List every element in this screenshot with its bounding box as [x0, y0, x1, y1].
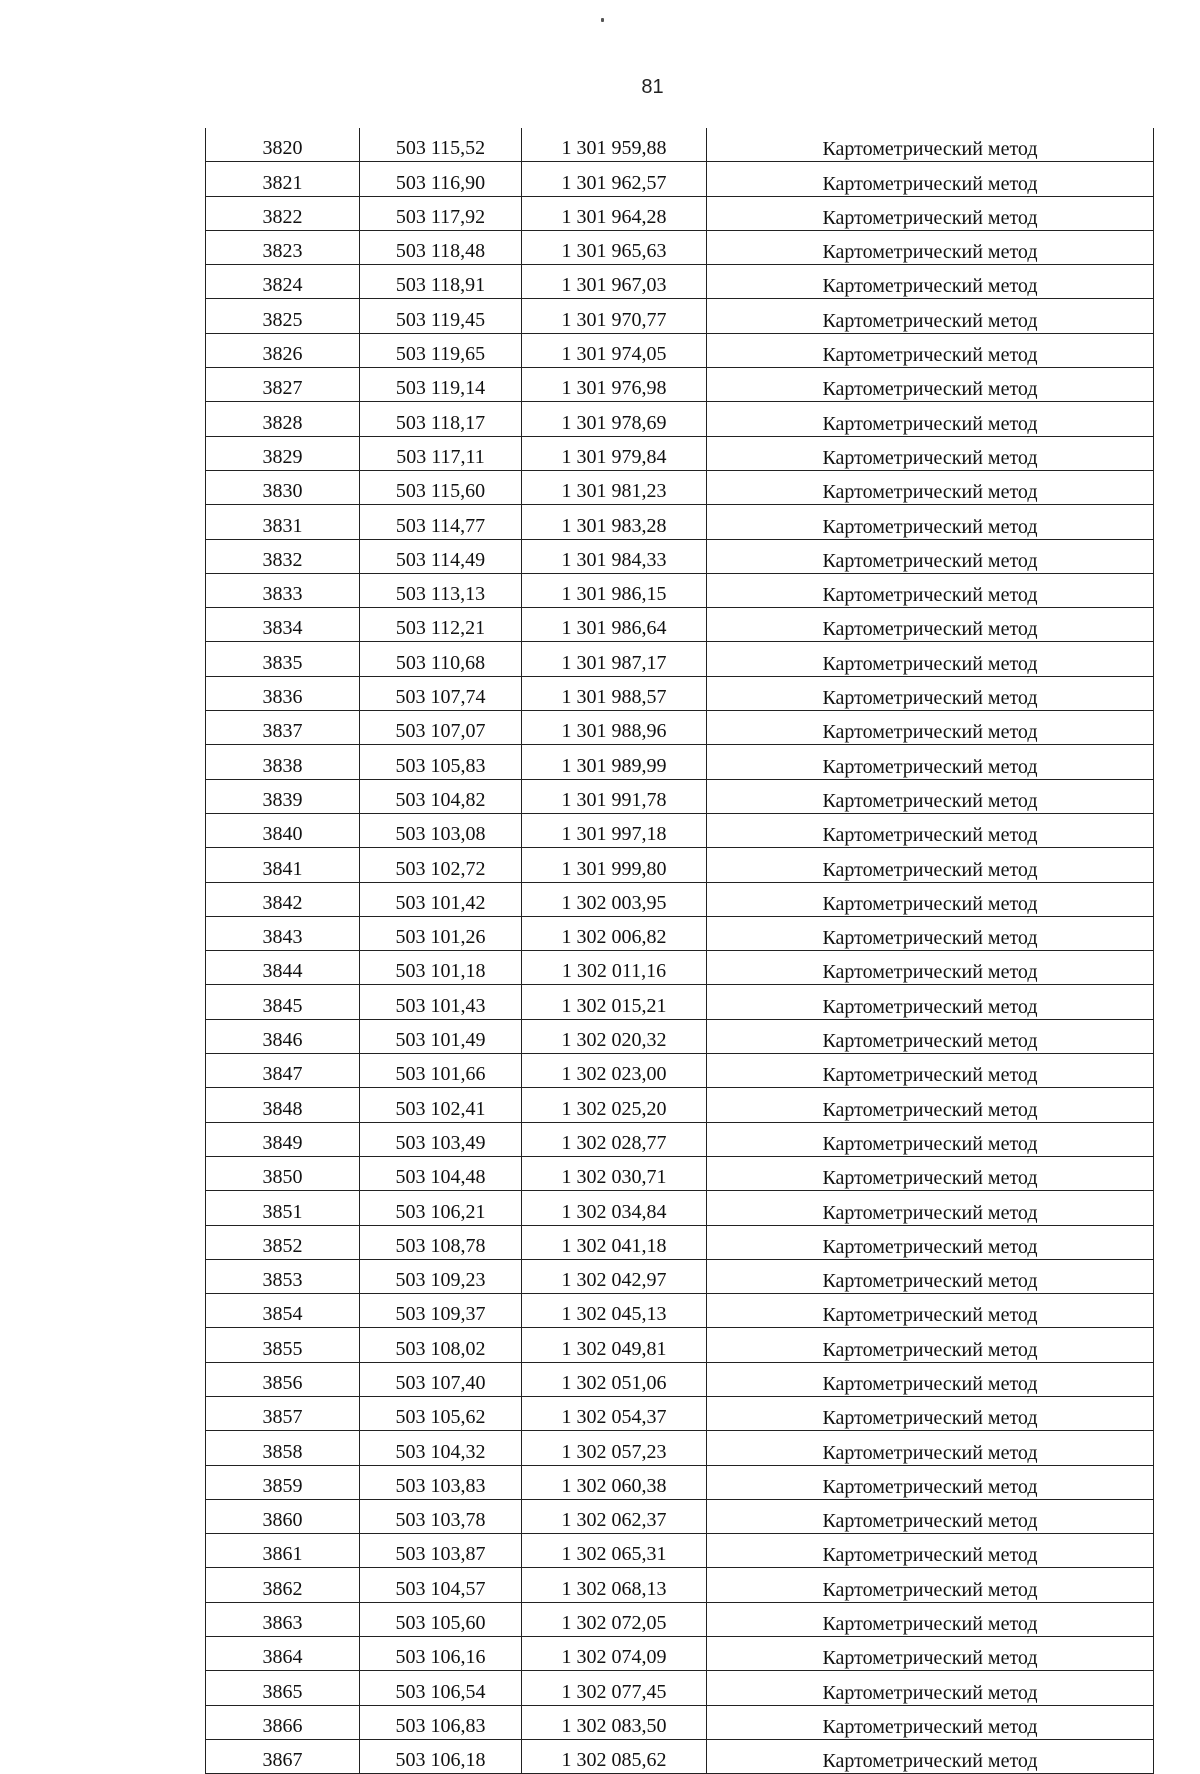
point-number-cell: 3827 — [206, 368, 360, 402]
method-cell: Картометрический метод — [707, 1362, 1154, 1396]
point-number-cell: 3850 — [206, 1156, 360, 1190]
x-coordinate-cell: 503 119,65 — [360, 333, 522, 367]
y-coordinate-cell: 1 302 074,09 — [522, 1637, 707, 1671]
table-row — [206, 162, 1154, 196]
point-number-cell: 3825 — [206, 299, 360, 333]
method-cell: Картометрический метод — [707, 1328, 1154, 1362]
point-number-cell: 3826 — [206, 333, 360, 367]
x-coordinate-cell: 503 116,90 — [360, 162, 522, 196]
x-coordinate-cell: 503 101,43 — [360, 985, 522, 1019]
method-cell: Картометрический метод — [707, 1225, 1154, 1259]
y-coordinate-cell: 1 302 060,38 — [522, 1465, 707, 1499]
point-number-cell: 3863 — [206, 1602, 360, 1636]
method-cell: Картометрический метод — [707, 265, 1154, 299]
method-cell: Картометрический метод — [707, 436, 1154, 470]
x-coordinate-cell: 503 101,18 — [360, 951, 522, 985]
point-number-cell: 3839 — [206, 779, 360, 813]
x-coordinate-cell: 503 113,13 — [360, 573, 522, 607]
method-cell: Картометрический метод — [707, 470, 1154, 504]
x-coordinate-cell: 503 101,49 — [360, 1019, 522, 1053]
table-row — [206, 608, 1154, 642]
table-row — [206, 1019, 1154, 1053]
table-row — [206, 1225, 1154, 1259]
x-coordinate-cell: 503 106,83 — [360, 1705, 522, 1739]
table-row — [206, 1294, 1154, 1328]
method-cell: Картометрический метод — [707, 368, 1154, 402]
x-coordinate-cell: 503 117,11 — [360, 436, 522, 470]
point-number-cell: 3834 — [206, 608, 360, 642]
table-row — [206, 848, 1154, 882]
table-row — [206, 1396, 1154, 1430]
table-row — [206, 985, 1154, 1019]
point-number-cell: 3845 — [206, 985, 360, 1019]
y-coordinate-cell: 1 302 054,37 — [522, 1396, 707, 1430]
point-number-cell: 3821 — [206, 162, 360, 196]
point-number-cell: 3851 — [206, 1191, 360, 1225]
method-cell: Картометрический метод — [707, 230, 1154, 264]
point-number-cell: 3860 — [206, 1499, 360, 1533]
y-coordinate-cell: 1 301 981,23 — [522, 470, 707, 504]
x-coordinate-cell: 503 118,48 — [360, 230, 522, 264]
page-number: 81 — [641, 76, 664, 98]
table-row — [206, 470, 1154, 504]
x-coordinate-cell: 503 119,45 — [360, 299, 522, 333]
point-number-cell: 3835 — [206, 642, 360, 676]
table-row — [206, 1122, 1154, 1156]
x-coordinate-cell: 503 103,83 — [360, 1465, 522, 1499]
y-coordinate-cell: 1 302 034,84 — [522, 1191, 707, 1225]
point-number-cell: 3865 — [206, 1671, 360, 1705]
y-coordinate-cell: 1 301 991,78 — [522, 779, 707, 813]
point-number-cell: 3847 — [206, 1054, 360, 1088]
point-number-cell: 3846 — [206, 1019, 360, 1053]
method-cell: Картометрический метод — [707, 299, 1154, 333]
x-coordinate-cell: 503 107,74 — [360, 676, 522, 710]
method-cell: Картометрический метод — [707, 162, 1154, 196]
method-cell: Картометрический метод — [707, 1431, 1154, 1465]
table-row — [206, 1499, 1154, 1533]
x-coordinate-cell: 503 107,40 — [360, 1362, 522, 1396]
method-cell: Картометрический метод — [707, 779, 1154, 813]
method-cell: Картометрический метод — [707, 1499, 1154, 1533]
table-row — [206, 1568, 1154, 1602]
y-coordinate-cell: 1 302 041,18 — [522, 1225, 707, 1259]
method-cell: Картометрический метод — [707, 1294, 1154, 1328]
method-cell: Картометрический метод — [707, 608, 1154, 642]
table-row — [206, 1328, 1154, 1362]
point-number-cell: 3824 — [206, 265, 360, 299]
table-row — [206, 676, 1154, 710]
y-coordinate-cell: 1 301 986,15 — [522, 573, 707, 607]
method-cell: Картометрический метод — [707, 573, 1154, 607]
y-coordinate-cell: 1 301 987,17 — [522, 642, 707, 676]
x-coordinate-cell: 503 101,66 — [360, 1054, 522, 1088]
table-row — [206, 1054, 1154, 1088]
point-number-cell: 3862 — [206, 1568, 360, 1602]
method-cell: Картометрический метод — [707, 642, 1154, 676]
point-number-cell: 3832 — [206, 539, 360, 573]
x-coordinate-cell: 503 115,52 — [360, 128, 522, 162]
y-coordinate-cell: 1 301 970,77 — [522, 299, 707, 333]
point-number-cell: 3838 — [206, 745, 360, 779]
method-cell: Картометрический метод — [707, 1122, 1154, 1156]
y-coordinate-cell: 1 302 011,16 — [522, 951, 707, 985]
table-row — [206, 1602, 1154, 1636]
x-coordinate-cell: 503 110,68 — [360, 642, 522, 676]
y-coordinate-cell: 1 302 077,45 — [522, 1671, 707, 1705]
y-coordinate-cell: 1 302 085,62 — [522, 1739, 707, 1773]
method-cell: Картометрический метод — [707, 848, 1154, 882]
table-row — [206, 402, 1154, 436]
point-number-cell: 3840 — [206, 813, 360, 847]
point-number-cell: 3867 — [206, 1739, 360, 1773]
table-row — [206, 779, 1154, 813]
table-row — [206, 1191, 1154, 1225]
y-coordinate-cell: 1 302 042,97 — [522, 1259, 707, 1293]
table-row — [206, 573, 1154, 607]
y-coordinate-cell: 1 301 989,99 — [522, 745, 707, 779]
table-row — [206, 882, 1154, 916]
y-coordinate-cell: 1 301 983,28 — [522, 505, 707, 539]
method-cell: Картометрический метод — [707, 505, 1154, 539]
method-cell: Картометрический метод — [707, 1259, 1154, 1293]
x-coordinate-cell: 503 106,21 — [360, 1191, 522, 1225]
method-cell: Картометрический метод — [707, 1396, 1154, 1430]
x-coordinate-cell: 503 108,78 — [360, 1225, 522, 1259]
y-coordinate-cell: 1 301 988,96 — [522, 711, 707, 745]
method-cell: Картометрический метод — [707, 1534, 1154, 1568]
table-row — [206, 505, 1154, 539]
scan-speck — [601, 18, 604, 22]
y-coordinate-cell: 1 301 988,57 — [522, 676, 707, 710]
point-number-cell: 3823 — [206, 230, 360, 264]
x-coordinate-cell: 503 103,49 — [360, 1122, 522, 1156]
method-cell: Картометрический метод — [707, 711, 1154, 745]
point-number-cell: 3836 — [206, 676, 360, 710]
table-row — [206, 230, 1154, 264]
point-number-cell: 3859 — [206, 1465, 360, 1499]
method-cell: Картометрический метод — [707, 1191, 1154, 1225]
coordinates-table-body — [206, 128, 1154, 1774]
table-row — [206, 951, 1154, 985]
x-coordinate-cell: 503 103,78 — [360, 1499, 522, 1533]
method-cell: Картометрический метод — [707, 1054, 1154, 1088]
point-number-cell: 3861 — [206, 1534, 360, 1568]
table-row — [206, 1259, 1154, 1293]
x-coordinate-cell: 503 115,60 — [360, 470, 522, 504]
method-cell: Картометрический метод — [707, 1019, 1154, 1053]
method-cell: Картометрический метод — [707, 1705, 1154, 1739]
table-row — [206, 1739, 1154, 1773]
point-number-cell: 3858 — [206, 1431, 360, 1465]
y-coordinate-cell: 1 301 965,63 — [522, 230, 707, 264]
y-coordinate-cell: 1 301 997,18 — [522, 813, 707, 847]
point-number-cell: 3841 — [206, 848, 360, 882]
table-row — [206, 1088, 1154, 1122]
point-number-cell: 3854 — [206, 1294, 360, 1328]
table-row — [206, 368, 1154, 402]
table-row — [206, 265, 1154, 299]
table-row — [206, 333, 1154, 367]
y-coordinate-cell: 1 301 962,57 — [522, 162, 707, 196]
y-coordinate-cell: 1 301 999,80 — [522, 848, 707, 882]
point-number-cell: 3857 — [206, 1396, 360, 1430]
table-row — [206, 745, 1154, 779]
y-coordinate-cell: 1 301 984,33 — [522, 539, 707, 573]
table-row — [206, 1671, 1154, 1705]
y-coordinate-cell: 1 302 083,50 — [522, 1705, 707, 1739]
y-coordinate-cell: 1 302 062,37 — [522, 1499, 707, 1533]
table-row — [206, 1431, 1154, 1465]
y-coordinate-cell: 1 301 974,05 — [522, 333, 707, 367]
point-number-cell: 3822 — [206, 196, 360, 230]
method-cell: Картометрический метод — [707, 1671, 1154, 1705]
y-coordinate-cell: 1 301 959,88 — [522, 128, 707, 162]
method-cell: Картометрический метод — [707, 128, 1154, 162]
point-number-cell: 3837 — [206, 711, 360, 745]
y-coordinate-cell: 1 302 028,77 — [522, 1122, 707, 1156]
x-coordinate-cell: 503 112,21 — [360, 608, 522, 642]
x-coordinate-cell: 503 104,48 — [360, 1156, 522, 1190]
table-row — [206, 539, 1154, 573]
method-cell: Картометрический метод — [707, 1088, 1154, 1122]
y-coordinate-cell: 1 302 065,31 — [522, 1534, 707, 1568]
point-number-cell: 3866 — [206, 1705, 360, 1739]
point-number-cell: 3842 — [206, 882, 360, 916]
table-row — [206, 642, 1154, 676]
y-coordinate-cell: 1 301 964,28 — [522, 196, 707, 230]
x-coordinate-cell: 503 108,02 — [360, 1328, 522, 1362]
table-row — [206, 916, 1154, 950]
method-cell: Картометрический метод — [707, 951, 1154, 985]
y-coordinate-cell: 1 301 986,64 — [522, 608, 707, 642]
x-coordinate-cell: 503 118,17 — [360, 402, 522, 436]
x-coordinate-cell: 503 114,49 — [360, 539, 522, 573]
table-row — [206, 299, 1154, 333]
method-cell: Картометрический метод — [707, 333, 1154, 367]
table-row — [206, 813, 1154, 847]
y-coordinate-cell: 1 302 049,81 — [522, 1328, 707, 1362]
point-number-cell: 3828 — [206, 402, 360, 436]
point-number-cell: 3853 — [206, 1259, 360, 1293]
x-coordinate-cell: 503 105,62 — [360, 1396, 522, 1430]
y-coordinate-cell: 1 302 025,20 — [522, 1088, 707, 1122]
point-number-cell: 3833 — [206, 573, 360, 607]
x-coordinate-cell: 503 119,14 — [360, 368, 522, 402]
table-row — [206, 1362, 1154, 1396]
point-number-cell: 3848 — [206, 1088, 360, 1122]
x-coordinate-cell: 503 102,41 — [360, 1088, 522, 1122]
x-coordinate-cell: 503 117,92 — [360, 196, 522, 230]
x-coordinate-cell: 503 105,83 — [360, 745, 522, 779]
method-cell: Картометрический метод — [707, 1568, 1154, 1602]
method-cell: Картометрический метод — [707, 813, 1154, 847]
method-cell: Картометрический метод — [707, 1465, 1154, 1499]
point-number-cell: 3852 — [206, 1225, 360, 1259]
table-row — [206, 128, 1154, 162]
table-row — [206, 711, 1154, 745]
y-coordinate-cell: 1 302 023,00 — [522, 1054, 707, 1088]
x-coordinate-cell: 503 107,07 — [360, 711, 522, 745]
x-coordinate-cell: 503 102,72 — [360, 848, 522, 882]
x-coordinate-cell: 503 104,82 — [360, 779, 522, 813]
method-cell: Картометрический метод — [707, 196, 1154, 230]
method-cell: Картометрический метод — [707, 402, 1154, 436]
point-number-cell: 3855 — [206, 1328, 360, 1362]
x-coordinate-cell: 503 109,23 — [360, 1259, 522, 1293]
method-cell: Картометрический метод — [707, 1156, 1154, 1190]
x-coordinate-cell: 503 101,26 — [360, 916, 522, 950]
method-cell: Картометрический метод — [707, 745, 1154, 779]
table-row — [206, 1637, 1154, 1671]
point-number-cell: 3849 — [206, 1122, 360, 1156]
method-cell: Картометрический метод — [707, 1739, 1154, 1773]
table-row — [206, 1465, 1154, 1499]
x-coordinate-cell: 503 103,87 — [360, 1534, 522, 1568]
y-coordinate-cell: 1 301 979,84 — [522, 436, 707, 470]
point-number-cell: 3829 — [206, 436, 360, 470]
point-number-cell: 3831 — [206, 505, 360, 539]
point-number-cell: 3844 — [206, 951, 360, 985]
y-coordinate-cell: 1 302 068,13 — [522, 1568, 707, 1602]
method-cell: Картометрический метод — [707, 985, 1154, 1019]
x-coordinate-cell: 503 101,42 — [360, 882, 522, 916]
method-cell: Картометрический метод — [707, 539, 1154, 573]
x-coordinate-cell: 503 118,91 — [360, 265, 522, 299]
table-row — [206, 1705, 1154, 1739]
y-coordinate-cell: 1 302 051,06 — [522, 1362, 707, 1396]
point-number-cell: 3820 — [206, 128, 360, 162]
method-cell: Картометрический метод — [707, 676, 1154, 710]
method-cell: Картометрический метод — [707, 1637, 1154, 1671]
x-coordinate-cell: 503 114,77 — [360, 505, 522, 539]
y-coordinate-cell: 1 302 030,71 — [522, 1156, 707, 1190]
y-coordinate-cell: 1 302 015,21 — [522, 985, 707, 1019]
y-coordinate-cell: 1 302 057,23 — [522, 1431, 707, 1465]
x-coordinate-cell: 503 106,54 — [360, 1671, 522, 1705]
x-coordinate-cell: 503 109,37 — [360, 1294, 522, 1328]
y-coordinate-cell: 1 301 967,03 — [522, 265, 707, 299]
y-coordinate-cell: 1 301 976,98 — [522, 368, 707, 402]
y-coordinate-cell: 1 302 006,82 — [522, 916, 707, 950]
point-number-cell: 3830 — [206, 470, 360, 504]
table-row — [206, 436, 1154, 470]
point-number-cell: 3856 — [206, 1362, 360, 1396]
x-coordinate-cell: 503 105,60 — [360, 1602, 522, 1636]
table-row — [206, 196, 1154, 230]
y-coordinate-cell: 1 301 978,69 — [522, 402, 707, 436]
y-coordinate-cell: 1 302 045,13 — [522, 1294, 707, 1328]
method-cell: Картометрический метод — [707, 882, 1154, 916]
point-number-cell: 3843 — [206, 916, 360, 950]
point-number-cell: 3864 — [206, 1637, 360, 1671]
coordinates-table — [205, 128, 1154, 1774]
method-cell: Картометрический метод — [707, 916, 1154, 950]
table-row — [206, 1156, 1154, 1190]
y-coordinate-cell: 1 302 003,95 — [522, 882, 707, 916]
x-coordinate-cell: 503 104,57 — [360, 1568, 522, 1602]
x-coordinate-cell: 503 103,08 — [360, 813, 522, 847]
y-coordinate-cell: 1 302 072,05 — [522, 1602, 707, 1636]
x-coordinate-cell: 503 104,32 — [360, 1431, 522, 1465]
table-row — [206, 1534, 1154, 1568]
method-cell: Картометрический метод — [707, 1602, 1154, 1636]
x-coordinate-cell: 503 106,18 — [360, 1739, 522, 1773]
x-coordinate-cell: 503 106,16 — [360, 1637, 522, 1671]
y-coordinate-cell: 1 302 020,32 — [522, 1019, 707, 1053]
